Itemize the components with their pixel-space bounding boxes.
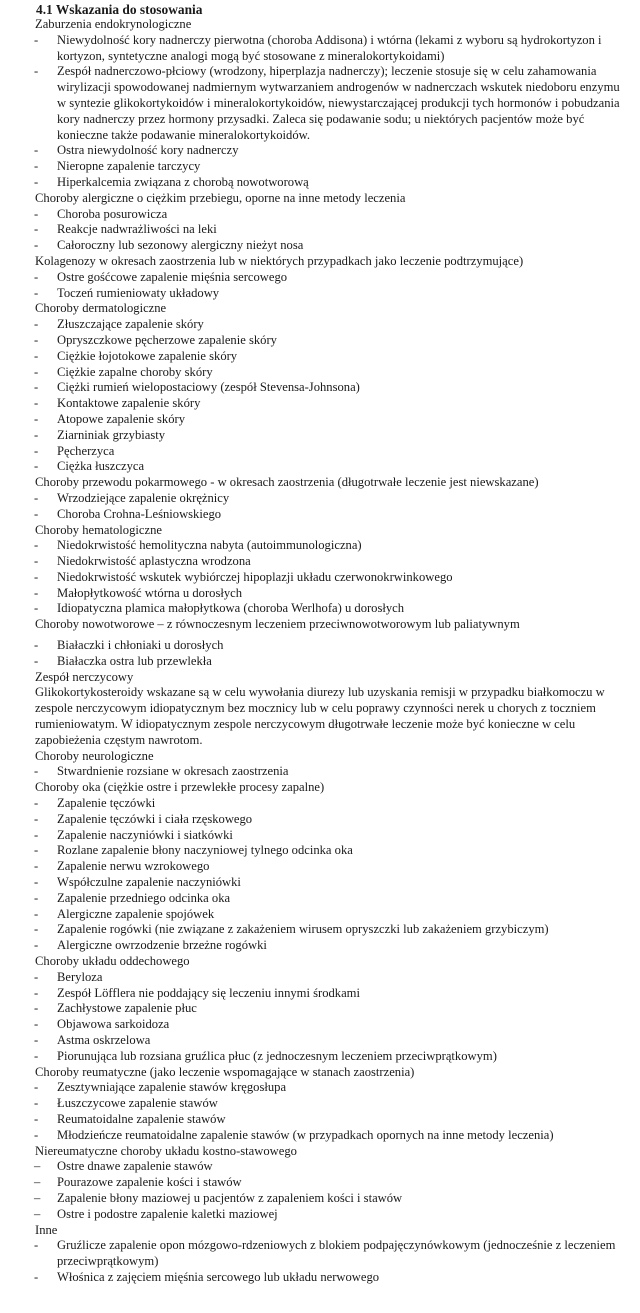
list-item-text: Niedokrwistość hemolityczna nabyta (autoimmunologiczna) <box>57 538 362 553</box>
list-item-text: Reakcje nadwrażliwości na leki <box>57 222 217 237</box>
bullet-list <box>34 270 624 302</box>
dash-bullet-icon: - <box>34 411 39 426</box>
list-item <box>34 538 624 554</box>
dash-bullet-icon: - <box>34 364 39 379</box>
list-item <box>34 554 624 570</box>
dash-bullet-icon: - <box>34 859 39 874</box>
list-item-text: Ciężka łuszczyca <box>57 459 145 474</box>
list-item <box>34 175 624 191</box>
dash-bullet-icon: - <box>34 554 39 569</box>
list-item-text: Ziarniniak grzybiasty <box>57 427 166 442</box>
dash-bullet-icon: - <box>34 490 39 505</box>
list-item <box>34 970 624 986</box>
group-heading: Choroby reumatyczne (jako leczenie wspomagające w stanach zaostrzenia) <box>35 1064 415 1079</box>
bullet-list <box>34 33 624 191</box>
dash-bullet-icon: - <box>34 811 39 826</box>
list-item <box>34 654 624 670</box>
bullet-list <box>34 1080 624 1143</box>
list-item <box>34 396 624 412</box>
bullet-list <box>34 317 624 475</box>
list-item <box>34 1159 624 1175</box>
list-item-text: Kontaktowe zapalenie skóry <box>57 396 201 411</box>
list-item <box>34 238 624 254</box>
group-heading: Kolagenozy w okresach zaostrzenia lub w niektórych przypadkach jako leczenie podtrzymujące) <box>35 253 524 268</box>
dash-bullet-icon: - <box>34 269 39 284</box>
dash-bullet-icon: - <box>34 317 39 332</box>
list-item <box>34 286 624 302</box>
indication-group <box>34 475 624 522</box>
list-item <box>34 601 624 617</box>
dash-bullet-icon: - <box>34 1001 39 1016</box>
list-item <box>34 1017 624 1033</box>
dash-bullet-icon: - <box>34 1017 39 1032</box>
list-item <box>34 1112 624 1128</box>
list-item-text: Gruźlicze zapalenie opon mózgowo-rdzeniowych z blokiem podpajęczynówkowym (jednocześnie z leczeniem przeciwprątkowym) <box>57 1238 616 1269</box>
list-item-text: Piorunująca lub rozsiana gruźlica płuc (z jednoczesnym leczeniem przeciwprątkowym) <box>57 1048 497 1063</box>
list-item-text: Hiperkalcemia związana z chorobą nowotworową <box>57 174 309 189</box>
list-item-text: Nieropne zapalenie tarczycy <box>57 159 201 174</box>
list-item <box>34 143 624 159</box>
dash-bullet-icon: – <box>34 1206 41 1221</box>
list-item-text: Ostre i podostre zapalenie kaletki maziowej <box>57 1206 278 1221</box>
group-heading: Niereumatyczne choroby układu kostno-stawowego <box>35 1143 297 1158</box>
dash-bullet-icon: - <box>34 159 39 174</box>
list-item-text: Idiopatyczna plamica małopłytkowa (choroba Werlhofa) u dorosłych <box>57 601 405 616</box>
indication-group <box>34 1144 624 1223</box>
list-item <box>34 1080 624 1096</box>
dash-bullet-icon: - <box>34 332 39 347</box>
list-item <box>34 1270 624 1286</box>
list-item <box>34 586 624 602</box>
bullet-list <box>34 491 624 523</box>
list-item-text: Zapalenie naczyniówki i siatkówki <box>57 827 233 842</box>
list-item-text: Zachłystowe zapalenie płuc <box>57 1001 197 1016</box>
list-item-text: Całoroczny lub sezonowy alergiczny nieżyt nosa <box>57 238 304 253</box>
list-item-text: Białaczki i chłoniaki u dorosłych <box>57 638 224 653</box>
bullet-list <box>34 1238 624 1285</box>
list-item-text: Zapalenie rogówki (nie związane z zakażeniem wirusem opryszczki lub zakażeniem grzybiczym) <box>57 922 549 937</box>
list-item-text: Pęcherzyca <box>57 443 115 458</box>
list-item-text: Złuszczające zapalenie skóry <box>57 317 204 332</box>
list-item-text: Włośnica z zajęciem mięśnia sercowego lub układu nerwowego <box>57 1269 380 1284</box>
dash-bullet-icon: - <box>34 64 39 79</box>
list-item <box>34 570 624 586</box>
list-item-text: Niedokrwistość wskutek wybiórczej hipoplazji układu czerwonokrwinkowego <box>57 569 453 584</box>
list-item-text: Astma oskrzelowa <box>57 1033 151 1047</box>
list-item <box>34 1191 624 1207</box>
dash-bullet-icon: - <box>34 843 39 858</box>
list-item <box>34 365 624 381</box>
list-item <box>34 1175 624 1191</box>
list-item-text: Ostre gośćcowe zapalenie mięśnia sercowego <box>57 269 288 284</box>
dash-bullet-icon: - <box>34 764 39 779</box>
dash-bullet-icon: - <box>34 380 39 395</box>
list-item <box>34 1001 624 1017</box>
list-item <box>34 507 624 523</box>
list-item <box>34 843 624 859</box>
indication-group <box>34 301 624 475</box>
list-item <box>34 812 624 828</box>
indication-group <box>34 670 624 749</box>
list-item <box>34 349 624 365</box>
list-item-text: Łuszczycowe zapalenie stawów <box>57 1096 218 1111</box>
group-heading: Zespół nerczycowy <box>35 669 134 684</box>
list-item <box>34 159 624 175</box>
list-item <box>34 380 624 396</box>
list-item <box>34 1033 624 1049</box>
dash-bullet-icon: - <box>34 569 39 584</box>
list-item <box>34 938 624 954</box>
list-item-text: Ciężkie zapalne choroby skóry <box>57 364 213 379</box>
group-heading: Choroby dermatologiczne <box>35 301 167 316</box>
list-item-text: Zapalenie nerwu wzrokowego <box>57 859 210 874</box>
indication-group <box>34 780 624 954</box>
list-item <box>34 412 624 428</box>
dash-bullet-icon: - <box>34 427 39 442</box>
list-item-text: Alergiczne zapalenie spojówek <box>57 906 215 921</box>
dash-bullet-icon: - <box>34 32 39 47</box>
list-item <box>34 986 624 1002</box>
indication-group <box>34 1223 624 1286</box>
list-item <box>34 891 624 907</box>
dash-bullet-icon: - <box>34 985 39 1000</box>
list-item <box>34 64 624 143</box>
list-item-text: Pourazowe zapalenie kości i stawów <box>57 1175 242 1190</box>
list-item-text: Beryloza <box>57 969 103 984</box>
dash-bullet-icon: - <box>34 796 39 811</box>
group-heading: Choroby oka (ciężkie ostre i przewlekłe procesy zapalne) <box>35 780 325 795</box>
list-item-text: Młodzieńcze reumatoidalne zapalenie stawów (w przypadkach opornych na inne metody leczenia) <box>57 1127 554 1142</box>
list-item <box>34 1096 624 1112</box>
list-item <box>34 317 624 333</box>
list-item-text: Opryszczkowe pęcherzowe zapalenie skóry <box>57 332 277 347</box>
list-item <box>34 1207 624 1223</box>
list-item-text: Niedokrwistość aplastyczna wrodzona <box>57 554 251 569</box>
dash-bullet-icon: - <box>34 506 39 521</box>
indication-group <box>34 1065 624 1144</box>
indication-group <box>34 954 624 1065</box>
list-item-text: Ciężki rumień wielopostaciowy (zespół Stevensa-Johnsona) <box>57 380 360 395</box>
indication-group <box>34 749 624 781</box>
group-heading: Choroby układu oddechowego <box>35 954 190 969</box>
list-item <box>34 907 624 923</box>
list-item-text: Choroba Crohna-Leśniowskiego <box>57 506 222 521</box>
dash-bullet-icon: - <box>34 538 39 553</box>
list-item-text: Ostra niewydolność kory nadnerczy <box>57 143 239 158</box>
dash-bullet-icon: - <box>34 1127 39 1142</box>
dash-bullet-icon: - <box>34 653 39 668</box>
list-item-text: Atopowe zapalenie skóry <box>57 411 185 426</box>
list-item <box>34 333 624 349</box>
list-item <box>34 859 624 875</box>
list-item-text: Zesztywniające zapalenie stawów kręgosłupa <box>57 1080 287 1095</box>
list-item <box>34 428 624 444</box>
dash-bullet-icon: – <box>34 1175 41 1190</box>
dash-bullet-icon: - <box>34 938 39 953</box>
section-title: 4.1 Wskazania do stosowania <box>36 2 203 17</box>
list-item-text: Stwardnienie rozsiane w okresach zaostrzenia <box>57 764 289 779</box>
dash-bullet-icon: - <box>34 1096 39 1111</box>
group-heading: Choroby przewodu pokarmowego - w okresach zaostrzenia (długotrwałe leczenie jest niewskazane) <box>35 475 539 490</box>
list-item <box>34 207 624 223</box>
list-item <box>34 638 624 654</box>
list-item <box>34 1128 624 1144</box>
dash-bullet-icon: - <box>34 585 39 600</box>
list-item <box>34 491 624 507</box>
list-item-text: Zapalenie tęczówki i ciała rzęskowego <box>57 811 253 826</box>
bullet-list <box>34 970 624 1065</box>
list-item <box>34 796 624 812</box>
dash-bullet-icon: - <box>34 1048 39 1063</box>
group-heading: Choroby neurologiczne <box>35 748 154 763</box>
dash-bullet-icon: - <box>34 890 39 905</box>
list-item-text: Zespół Löfflera nie poddający się leczeniu innymi środkami <box>57 985 360 1000</box>
dash-bullet-icon: - <box>34 396 39 411</box>
dash-bullet-icon: - <box>34 285 39 300</box>
dash-bullet-icon: - <box>34 238 39 253</box>
list-item-text: Toczeń rumieniowaty układowy <box>57 285 220 300</box>
indications-list <box>34 17 624 1286</box>
list-item-text: Współczulne zapalenie naczyniówki <box>57 875 241 890</box>
dash-bullet-icon: - <box>34 143 39 158</box>
indication-group <box>34 254 624 301</box>
list-item-text: Zespół nadnerczowo-płciowy (wrodzony, hiperplazja nadnerczy); leczenie stosuje się w celu zahamowania wirylizacji spowodowanej nadmiernym wytwarzaniem androgenów w nadnerczach wskutek niedoboru enzymu w syntezie glikokortykoidów i mineralokortykoidów, niewystarczającej produkcji tych hormonów i pobudzania kory nadnerczy przez hormony przysadki. Zaleca się podawanie sodu; u niektórych pacjentów może być konieczne także podawanie mineralokortykoidów. <box>57 64 620 142</box>
list-item-text: Zapalenie tęczówki <box>57 796 156 811</box>
list-item-text: Reumatoidalne zapalenie stawów <box>57 1111 226 1126</box>
bullet-list <box>34 1159 624 1222</box>
dash-bullet-icon: - <box>34 1080 39 1095</box>
list-item <box>34 875 624 891</box>
dash-bullet-icon: - <box>34 638 39 653</box>
group-heading: Inne <box>35 1222 58 1237</box>
group-heading: Choroby alergiczne o ciężkim przebiegu, oporne na inne metody leczenia <box>35 190 406 205</box>
group-heading: Zaburzenia endokrynologiczne <box>35 17 192 31</box>
list-item <box>34 222 624 238</box>
group-heading: Choroby nowotworowe – z równoczesnym leczeniem przeciwnowotworowym lub paliatywnym <box>35 617 520 632</box>
list-item-text: Małopłytkowość wtórna u dorosłych <box>57 585 243 600</box>
list-item <box>34 33 624 65</box>
dash-bullet-icon: - <box>34 1238 39 1253</box>
bullet-list <box>34 207 624 254</box>
list-item-text: Alergiczne owrzodzenie brzeżne rogówki <box>57 938 267 953</box>
dash-bullet-icon: - <box>34 222 39 237</box>
list-item-text: Objawowa sarkoidoza <box>57 1017 170 1032</box>
indication-group <box>34 523 624 618</box>
list-item <box>34 459 624 475</box>
list-item-text: Zapalenie błony maziowej u pacjentów z zapaleniem kości i stawów <box>57 1190 403 1205</box>
list-item <box>34 828 624 844</box>
group-heading: Choroby hematologiczne <box>35 522 162 537</box>
list-item-text: Ostre dnawe zapalenie stawów <box>57 1159 213 1174</box>
dash-bullet-icon: – <box>34 1159 41 1174</box>
list-item-text: Wrzodziejące zapalenie okrężnicy <box>57 490 230 505</box>
bullet-list <box>34 764 624 780</box>
dash-bullet-icon: - <box>34 875 39 890</box>
dash-bullet-icon: - <box>34 459 39 474</box>
indication-group <box>34 191 624 254</box>
indication-group <box>34 617 624 669</box>
list-item-text: Ciężkie łojotokowe zapalenie skóry <box>57 348 238 363</box>
bullet-list <box>34 638 624 670</box>
list-item <box>34 764 624 780</box>
list-item <box>34 1049 624 1065</box>
dash-bullet-icon: - <box>34 969 39 984</box>
list-item-text: Choroba posurowicza <box>57 206 168 221</box>
dash-bullet-icon: - <box>34 348 39 363</box>
list-item <box>34 270 624 286</box>
list-item-text: Niewydolność kory nadnerczy pierwotna (choroba Addisona) i wtórna (lekami z wyboru są hydrokortyzon i kortyzon, syntetyczne analogi mogą być stosowane z mineralokortykoidami) <box>57 32 602 63</box>
dash-bullet-icon: - <box>34 206 39 221</box>
dash-bullet-icon: – <box>34 1190 41 1205</box>
list-item-text: Rozlane zapalenie błony naczyniowej tylnego odcinka oka <box>57 843 353 858</box>
bullet-list <box>34 796 624 954</box>
bullet-list <box>34 538 624 617</box>
dash-bullet-icon: - <box>34 1033 39 1047</box>
dash-bullet-icon: - <box>34 174 39 189</box>
dash-bullet-icon: - <box>34 1269 39 1284</box>
group-paragraph: Glikokortykosteroidy wskazane są w celu wywołania diurezy lub uzyskania remisji w przypadku białkomoczu w zespole nerczycowym idiopatycznym bez mocznicy lub w celu poprawy czynności nerek u chorych z toczniem rumieniowatym. W idiopatycznym zespole nerczycowym długotrwałe leczenie może być konieczne w celu zapobieżenia częstym nawrotom. <box>35 685 605 747</box>
dash-bullet-icon: - <box>34 601 39 616</box>
dash-bullet-icon: - <box>34 443 39 458</box>
list-item <box>34 1238 624 1270</box>
dash-bullet-icon: - <box>34 922 39 937</box>
list-item-text: Białaczka ostra lub przewlekła <box>57 653 212 668</box>
dash-bullet-icon: - <box>34 1111 39 1126</box>
indication-group <box>34 17 624 191</box>
dash-bullet-icon: - <box>34 906 39 921</box>
list-item <box>34 444 624 460</box>
list-item <box>34 922 624 938</box>
list-item-text: Zapalenie przedniego odcinka oka <box>57 890 231 905</box>
dash-bullet-icon: - <box>34 827 39 842</box>
